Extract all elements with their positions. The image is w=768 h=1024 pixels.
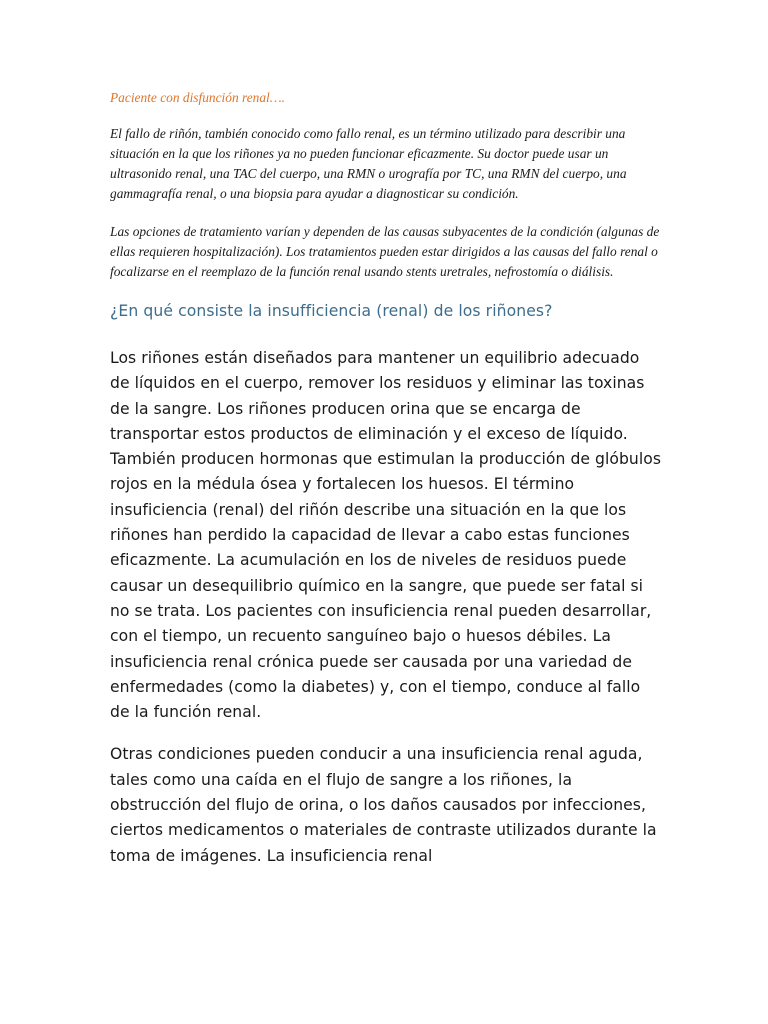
body-paragraph-kidney-function: Los riñones están diseñados para mantener un equilibrio adecuado de líquidos en el cuerpo, remover los residuos y eliminar las toxinas de la sangre. Los riñones producen orina que se encarga de transportar estos productos de eliminación y el exceso de líquido. También producen hormonas que estimulan la producción de glóbulos rojos en la médula ósea y fortalecen los huesos. El término insuficiencia (renal) del riñón describe una situación en la que los riñones han perdido la capacidad de llevar a cabo estas funciones eficazmente. La acumulación en los de niveles de residuos puede causar un desequilibrio químico en la sangre, que puede ser fatal si no se trata. Los pacientes con insuficiencia renal pueden desarrollar, con el tiempo, un recuento sanguíneo bajo o huesos débiles. La insuficiencia renal crónica puede ser causada por una variedad de enfermedades (como la diabetes) y, con el tiempo, conduce al fallo de la función renal.	[110, 349, 662, 722]
body-paragraph-acute-failure: Otras condiciones pueden conducir a una insuficiencia renal aguda, tales como una caída en el flujo de sangre a los riñones, la obstrucción del flujo de orina, o los daños causados por infecciones, ciertos medicamentos o materiales de contraste utilizados durante la toma de imágenes. La insuficiencia renal	[110, 745, 657, 865]
section-heading: ¿En qué consiste la insufficiencia (renal) de los riñones?	[110, 302, 553, 320]
document-content	[110, 88, 662, 886]
intro-paragraph-diagnosis: El fallo de riñón, también conocido como fallo renal, es un término utilizado para describir una situación en la que los riñones ya no pueden funcionar eficazmente. Su doctor puede usar un ultrasonido renal, una TAC del cuerpo, una RMN o urografía por TC, una RMN del cuerpo, una gammagrafía renal, o una biopsia para ayudar a diagnosticar su condición.	[110, 126, 627, 201]
intro-heading: Paciente con disfunción renal….	[110, 90, 286, 105]
intro-paragraph-treatment: Las opciones de tratamiento varían y dependen de las causas subyacentes de la condición (algunas de ellas requieren hospitalización). Los tratamientos pueden estar dirigidos a las causas del fallo renal o focalizarse en el reemplazo de la función renal usando stents uretrales, nefrostomía o diálisis.	[110, 224, 660, 279]
